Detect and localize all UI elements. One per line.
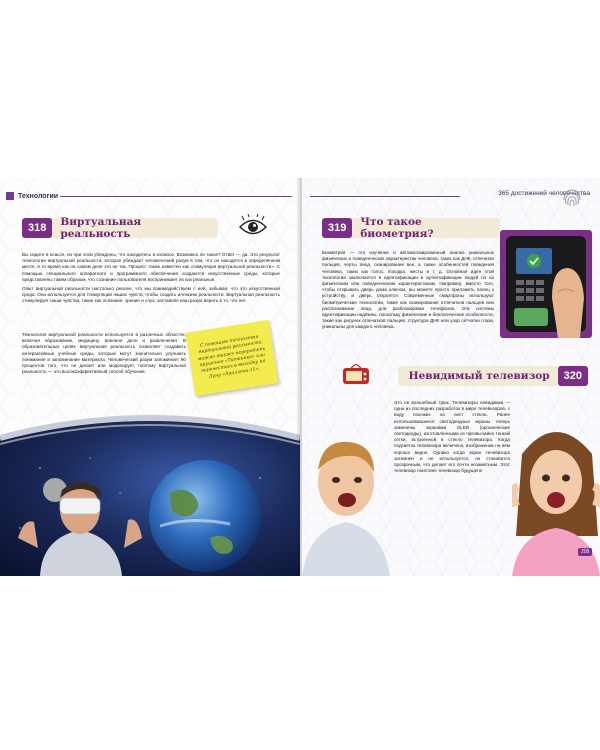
section-number: 318 [22, 218, 52, 238]
biometric-scanner-illustration [498, 228, 594, 340]
section-number: 319 [322, 218, 352, 238]
section-319-body [322, 250, 494, 334]
section-318-body [22, 332, 186, 378]
header-rule [60, 196, 292, 197]
paragraph: Технология виртуальной реальности используется в различных областях, включая образование, медицину, военное дело и развлечения. В образовательных целях виртуальная реальность позволяет создавать интерактивные учебные среды, которые могут значительно улучшить понимание и запоминание материала. Человеческий разум запоминает 90 процентов того, что он делает или моделирует, поэтому виртуальная реальность — это высокоэффективный способ обучения. [22, 332, 186, 375]
vr-space-illustration [0, 398, 300, 576]
left-page [0, 178, 300, 576]
right-page [302, 178, 600, 576]
section-320-body [394, 400, 510, 477]
section-number: 320 [558, 366, 588, 386]
running-head-label: Технологии [18, 192, 59, 200]
sticky-note-text: С помощью технологии виртуальной реальности можно также переродить крушение «Титаника» или перенестись в высадку на Луну «Аполлона-11». [197, 334, 266, 380]
section-marker [6, 192, 14, 200]
paragraph: Опыт виртуальной реальности настолько реален, что мы взаимодействуем с ней, забывая, что это искусственная среда. Она используется для стимуляции наших чувств, чтобы создать иллюзию реальности. Виртуальная реальность стимулирует наши чувства, такие как осязание, зрение и слух, заставляя наш разум верить в то, что нет. [22, 286, 280, 304]
paragraph: Биометрия — это изучение и автоматизированный анализ уникальных физических и поведенческих характеристик человека, таких как ДНК, отпечатки пальцев, черты лица, сканирование век, а также особенностей поведения человека, таких как голос, походка, жесты и т. д. Основная идея этой технологии заключается в идентификации и аутентификации людей по их физическим или поведенческим характеристикам. Например, вместо того, чтобы открывать дверь дома ключом, вы можете просто приложить палец к устройству, и дверь откроется. Современные смартфоны используют биометрические технологии, такие как сканирование отпечатков пальцев или распознавание лица, для разблокировки телефонов. Эти системы идентификации надёжны, поскольку физические и биологические особенности, такие как рисунок отпечатков пальцев, структура ДНК или узор сетчатки глаза, уникальны для каждого человека. [322, 250, 494, 330]
boy-photo [302, 410, 392, 576]
paragraph: Это не волшебный трюк. Телевизоры невидимки — одна из последних разработок в мире телевизоров, с виду похожих на лист стекла. Ранее использовавшиеся светодиодные экраны теперь заменены экранами OLED (органические светодиоды), изготовленными из чрезвычайно тонкой сетки, встроенной в стекло телевизора. Когда подсветка телевизора включена, изображение на нём хорошо видно. Однако когда экран телевизора затемнён и не используется, он становится прозрачным, что делает его почти незаметным. Этот телевизор поистине телевизор будущего! [394, 400, 510, 474]
earth-icon [149, 460, 261, 572]
section-heading: Виртуальная реальность [60, 216, 142, 240]
section-318-title [22, 218, 218, 238]
book-spread [0, 178, 600, 576]
header-rule [310, 196, 460, 197]
section-319-title [322, 218, 500, 238]
page-number: 209 [578, 548, 592, 556]
running-head: 365 достижений человечества [498, 190, 590, 197]
fingerprint-icon [560, 186, 584, 210]
paragraph: Вы сидите в классе, но при этом убеждены, что находитесь в космосе. Возможно ли такое? Ответ — да. Это результат технологии виртуальной реальности, которая убеждает человеческий разум в том, что он находится в определённом месте, в то время как на самом деле это не так. Процесс также известен как «симуляция виртуальной реальности». С помощью специального аппаратного и программного обеспечения создаются искусственные среды, которые представлены таким образом, что сознание пользователя воспринимает их как реальные. [22, 252, 280, 282]
running-head [0, 190, 58, 202]
tv-icon [342, 364, 370, 386]
section-318-intro [22, 252, 280, 308]
section-heading: Что такое биометрия? [360, 216, 434, 240]
sticky-note [186, 320, 279, 396]
eye-icon [238, 214, 268, 240]
section-heading: Невидимый телевизор [408, 370, 550, 382]
section-320-title [398, 366, 588, 386]
